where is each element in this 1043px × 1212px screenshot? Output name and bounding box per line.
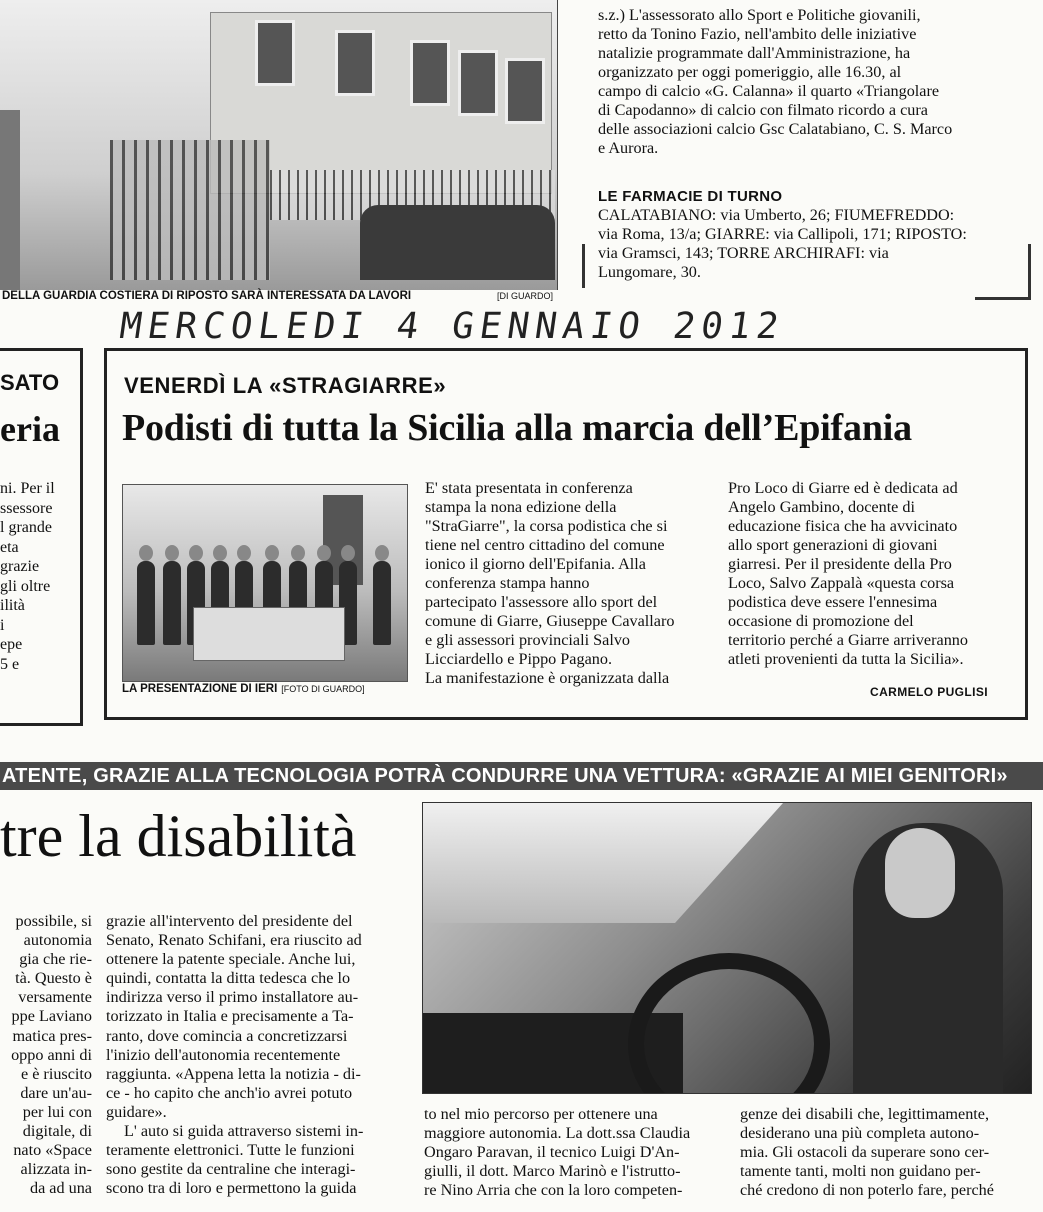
text-line: campo di calcio «G. Calanna» il quarto «Triangolare — [598, 82, 940, 100]
text-line: tamente tanti, molti non guidano per- — [740, 1162, 981, 1181]
text-line: ni. Per il — [0, 480, 55, 497]
bracket-mark — [1028, 244, 1031, 300]
text-line: versamente — [18, 988, 92, 1007]
text-line: natalizie programmate dall'Amministrazione, ha — [598, 44, 911, 62]
stragiarre-kicker: VENERDÌ LA «STRAGIARRE» — [124, 373, 447, 398]
bottom-story-banner — [0, 762, 1043, 790]
text-line: maggiore autonomia. La dott.ssa Claudia — [424, 1124, 691, 1143]
calcio-article — [598, 6, 1028, 158]
hedge — [360, 205, 555, 280]
text-line: podistica deve essere l'ennesima — [728, 593, 938, 611]
bottom-story-column-2 — [106, 912, 406, 1198]
text-line: autonomia — [23, 931, 92, 950]
text-line: educazione fisica che ha avvicinato — [728, 517, 958, 535]
text-line: occasione di promozione del — [728, 612, 914, 630]
text-line: ilità — [0, 597, 25, 614]
text-line: scono tra di loro e permettono la guida — [106, 1179, 357, 1198]
text-line: guidare». — [106, 1102, 167, 1121]
person — [373, 561, 391, 645]
banner-text: ATENTE, GRAZIE ALLA TECNOLOGIA POTRÀ CONDURRE UNA VETTURA: «GRAZIE AI MIEI GENITORI» — [2, 765, 1008, 787]
text-line: raggiunta. «Appena letta la notizia - di- — [106, 1064, 361, 1083]
bracket-mark — [975, 297, 1031, 300]
text-line: Pro Loco di Giarre ed è dedicata ad — [728, 479, 958, 497]
text-line: conferenza stampa hanno — [425, 574, 590, 592]
text-line: torizzato in Italia e precisamente a Ta- — [106, 1007, 354, 1026]
text-line: Angelo Gambino, docente di — [728, 498, 916, 516]
text-line: Licciardello e Pippo Pagano. — [425, 650, 613, 668]
presentation-photo — [122, 484, 408, 682]
text-line: di Capodanno» di calcio con filmato ricordo a cura — [598, 101, 928, 119]
text-line: matica pres- — [12, 1026, 92, 1045]
text-line: "StraGiarre", la corsa podistica che si — [425, 517, 668, 535]
text-line: i — [0, 616, 5, 634]
text-line: l grande — [0, 519, 52, 536]
text-line: indirizza verso il primo installatore au- — [106, 988, 359, 1007]
caption-text: LA PRESENTAZIONE DI IERI — [122, 683, 278, 695]
text-line: re Nino Arria che con la loro competen- — [424, 1181, 683, 1200]
text-line: genze dei disabili che, legittimamente, — [740, 1105, 990, 1123]
text-line: via Roma, 13/a; GIARRE: via Callipoli, 171; RIPOSTO: — [598, 225, 967, 243]
author-byline: CARMELO PUGLISI — [870, 685, 989, 699]
window — [505, 58, 545, 124]
window — [410, 40, 450, 106]
text-line: s.z.) L'assessorato allo Sport e Politiche giovanili, — [598, 6, 921, 24]
text-line: ottenere la patente speciale. Anche lui, — [106, 950, 356, 969]
farmacie-title: LE FARMACIE DI TURNO — [598, 188, 783, 205]
text-line: epe — [0, 636, 23, 653]
text-line: gli oltre — [0, 577, 51, 595]
top-photo — [0, 0, 558, 290]
text-line: e gli assessori provinciali Salvo — [425, 631, 631, 649]
caption-credit: [DI GUARDO] — [496, 291, 553, 301]
text-line: quindi, contatta la ditta tedesca che lo — [106, 969, 351, 988]
left-headline: eria — [0, 409, 60, 449]
left-article-text — [0, 479, 78, 674]
bottom-story-headline: tre la disabilità — [0, 803, 357, 869]
text-line: atleti provenienti da tutta la Sicilia». — [728, 650, 964, 668]
post — [0, 110, 20, 290]
text-line: possibile, si — [15, 912, 92, 930]
text-line: oppo anni di — [11, 1045, 92, 1064]
table — [193, 607, 345, 661]
left-kicker: SATO — [0, 370, 60, 395]
text-line: Lungomare, 30. — [598, 263, 701, 281]
bracket-mark — [582, 244, 585, 288]
stragiarre-column-2 — [728, 479, 1018, 669]
text-line: sono gestite da centraline che interagi- — [106, 1160, 356, 1179]
text-line: L' auto si guida attraverso sistemi in- — [124, 1122, 364, 1141]
text-line: grazie all'intervento del presidente del — [106, 912, 353, 930]
text-line: partecipato l'assessore allo sport del — [425, 593, 658, 611]
text-line: CALATABIANO: via Umberto, 26; FIUMEFREDDO: — [598, 206, 955, 224]
text-line: territorio perché a Giarre arriveranno — [728, 631, 968, 649]
caption-text: DELLA GUARDIA COSTIERA DI RIPOSTO SARÀ INTERESSATA DA LAVORI — [2, 290, 412, 302]
text-line: dare un'au- — [20, 1083, 92, 1102]
window — [335, 30, 375, 96]
text-line: Ongaro Paravan, il tecnico Luigi D'An- — [424, 1143, 680, 1162]
text-line: ranto, dove comincia a concretizzarsi — [106, 1026, 348, 1045]
text-line: nato «Space — [13, 1141, 92, 1160]
text-line: giarresi. Per il presidente della Pro — [728, 555, 952, 573]
steering-wheel — [628, 953, 830, 1094]
text-line: ssessore — [0, 499, 53, 517]
text-line: alizzata in- — [20, 1160, 92, 1179]
gate — [110, 140, 270, 280]
text-line: teramente elettronici. Tutte le funzioni — [106, 1141, 355, 1160]
text-line: tiene nel centro cittadino del comune — [425, 536, 665, 554]
driver-face — [885, 828, 955, 918]
text-line: ppe Laviano — [11, 1007, 92, 1026]
text-line: gia che rie- — [19, 950, 92, 969]
text-line: grazie — [0, 558, 40, 575]
text-line: La manifestazione è organizzata dalla — [425, 669, 670, 687]
bottom-story-column-3 — [424, 1105, 720, 1200]
bottom-story-column-1 — [0, 912, 92, 1198]
caption-credit: [FOTO DI GUARDO] — [281, 684, 365, 694]
text-line: retto da Tonino Fazio, nell'ambito delle iniziative — [598, 25, 917, 43]
person — [163, 561, 181, 645]
text-line: via Gramsci, 143; TORRE ARCHIRAFI: via — [598, 244, 889, 262]
text-line: l'inizio dell'autonomia recentemente — [106, 1045, 341, 1064]
text-line: Loco, Salvo Zappalà «questa corsa — [728, 574, 955, 592]
farmacie-text — [598, 206, 1028, 282]
text-line: per lui con — [22, 1102, 92, 1121]
text-line: giulli, il dott. Marco Marinò e l'istrutto- — [424, 1162, 681, 1181]
text-line: organizzato per oggi pomeriggio, alle 16.30, al — [598, 63, 902, 81]
person — [137, 561, 155, 645]
text-line: allo sport generazioni di giovani — [728, 536, 938, 554]
text-line: to nel mio percorso per ottenere una — [424, 1105, 658, 1123]
window — [255, 20, 295, 86]
car-window — [423, 803, 783, 923]
text-line: digitale, di — [22, 1122, 92, 1141]
presentation-photo-caption — [122, 683, 406, 695]
text-line: stampa la nona edizione della — [425, 498, 617, 516]
text-line: ionico il giorno dell'Epifania. Alla — [425, 555, 646, 573]
stragiarre-headline: Podisti di tutta la Sicilia alla marcia dell’Epifania — [122, 407, 912, 449]
text-line: 5 e — [0, 655, 20, 673]
stragiarre-column-1 — [425, 479, 715, 688]
car-photo — [422, 802, 1032, 1094]
text-line: e Aurora. — [598, 139, 659, 157]
text-line: E' stata presentata in conferenza — [425, 479, 633, 497]
bottom-story-column-4 — [740, 1105, 1036, 1200]
text-line: ce - ho capito che anch'io avrei potuto — [106, 1083, 353, 1102]
text-line: e è riuscito — [20, 1064, 92, 1083]
text-line: da ad una — [29, 1179, 92, 1198]
text-line: desiderano una più completa autono- — [740, 1124, 980, 1143]
text-line: eta — [0, 538, 19, 556]
text-line: mia. Gli ostacoli da superare sono cer- — [740, 1143, 990, 1162]
text-line: Senato, Renato Schifani, era riuscito ad — [106, 931, 362, 950]
window — [458, 50, 498, 116]
handwritten-date: MERCOLEDI 4 GENNAIO 2012 — [117, 306, 788, 347]
text-line: comune di Giarre, Giuseppe Cavallaro — [425, 612, 675, 630]
text-line: delle associazioni calcio Gsc Calatabiano, C. S. Marco — [598, 120, 953, 138]
text-line: ché credono di non poterlo fare, perché — [740, 1181, 994, 1200]
text-line: tà. Questo è — [15, 969, 92, 988]
